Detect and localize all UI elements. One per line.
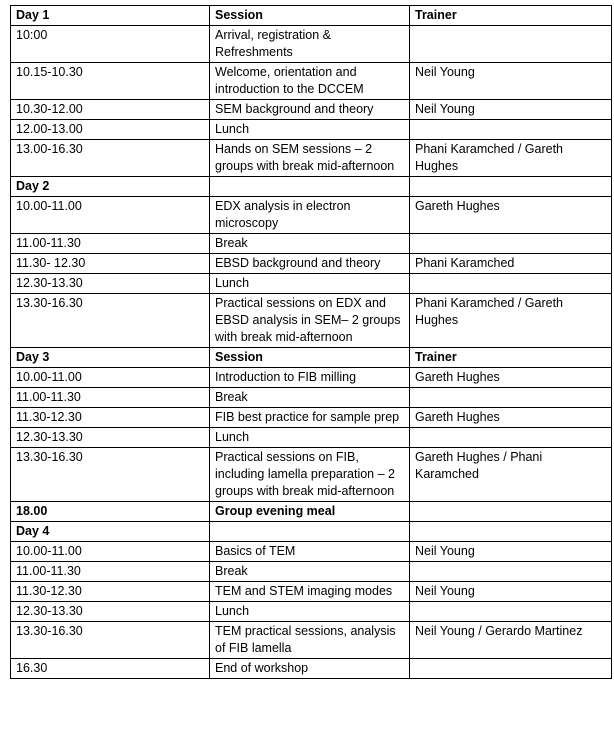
trainer-cell [410,234,612,254]
trainer-cell: Trainer [410,348,612,368]
session-cell: Lunch [210,428,410,448]
table-row [11,542,612,562]
trainer-cell: Gareth Hughes [410,197,612,234]
session-cell [210,177,410,197]
trainer-cell: Gareth Hughes / Phani Karamched [410,448,612,502]
table-row [11,522,612,542]
session-cell: Lunch [210,602,410,622]
table-row [11,294,612,348]
time-cell: 13.00-16.30 [11,140,210,177]
table-row [11,274,612,294]
session-cell: TEM and STEM imaging modes [210,582,410,602]
trainer-cell [410,26,612,63]
table-row [11,197,612,234]
session-cell: FIB best practice for sample prep [210,408,410,428]
table-row [11,502,612,522]
time-cell: 10.00-11.00 [11,368,210,388]
time-cell: Day 4 [11,522,210,542]
session-cell: Hands on SEM sessions – 2 groups with break mid-afternoon [210,140,410,177]
session-cell [210,522,410,542]
session-cell: Welcome, orientation and introduction to the DCCEM [210,63,410,100]
table-row [11,408,612,428]
session-cell: Arrival, registration & Refreshments [210,26,410,63]
trainer-cell [410,502,612,522]
session-cell: SEM background and theory [210,100,410,120]
time-cell: Day 3 [11,348,210,368]
table-row [11,254,612,274]
trainer-cell: Trainer [410,6,612,26]
session-cell: Break [210,234,410,254]
table-row [11,388,612,408]
table-row [11,26,612,63]
session-cell: End of workshop [210,659,410,679]
trainer-cell [410,562,612,582]
trainer-cell: Neil Young [410,63,612,100]
trainer-cell: Gareth Hughes [410,368,612,388]
session-cell: TEM practical sessions, analysis of FIB lamella [210,622,410,659]
session-cell: Break [210,562,410,582]
session-cell: Practical sessions on FIB, including lamella preparation – 2 groups with break mid-afternoon [210,448,410,502]
time-cell: 12.30-13.30 [11,274,210,294]
time-cell: 13.30-16.30 [11,294,210,348]
table-row [11,562,612,582]
table-row [11,177,612,197]
time-cell: Day 1 [11,6,210,26]
time-cell: 12.00-13.00 [11,120,210,140]
table-row [11,582,612,602]
time-cell: 12.30-13.30 [11,602,210,622]
time-cell: 11.00-11.30 [11,388,210,408]
time-cell: 13.30-16.30 [11,622,210,659]
time-cell: 11.30-12.30 [11,582,210,602]
time-cell: 10.00-11.00 [11,542,210,562]
table-row [11,348,612,368]
session-cell: Session [210,6,410,26]
session-cell: Break [210,388,410,408]
time-cell: 10.15-10.30 [11,63,210,100]
session-cell: Session [210,348,410,368]
trainer-cell: Neil Young [410,100,612,120]
time-cell: 18.00 [11,502,210,522]
trainer-cell [410,522,612,542]
table-row [11,602,612,622]
time-cell: 10.30-12.00 [11,100,210,120]
trainer-cell [410,120,612,140]
table-row [11,6,612,26]
table-row [11,448,612,502]
session-cell: Basics of TEM [210,542,410,562]
table-row [11,368,612,388]
time-cell: 16.30 [11,659,210,679]
session-cell: EDX analysis in electron microscopy [210,197,410,234]
session-cell: Group evening meal [210,502,410,522]
session-cell: EBSD background and theory [210,254,410,274]
trainer-cell: Neil Young [410,542,612,562]
session-cell: Lunch [210,274,410,294]
trainer-cell: Gareth Hughes [410,408,612,428]
time-cell: 13.30-16.30 [11,448,210,502]
time-cell: Day 2 [11,177,210,197]
trainer-cell: Phani Karamched / Gareth Hughes [410,140,612,177]
session-cell: Lunch [210,120,410,140]
table-row [11,63,612,100]
trainer-cell: Phani Karamched / Gareth Hughes [410,294,612,348]
workshop-schedule-table [10,5,612,679]
time-cell: 12.30-13.30 [11,428,210,448]
trainer-cell [410,388,612,408]
trainer-cell: Phani Karamched [410,254,612,274]
time-cell: 11.00-11.30 [11,234,210,254]
table-row [11,100,612,120]
time-cell: 11.00-11.30 [11,562,210,582]
time-cell: 10:00 [11,26,210,63]
time-cell: 11.30-12.30 [11,408,210,428]
trainer-cell [410,274,612,294]
trainer-cell [410,428,612,448]
table-row [11,622,612,659]
table-row [11,140,612,177]
trainer-cell [410,177,612,197]
time-cell: 11.30- 12.30 [11,254,210,274]
trainer-cell [410,602,612,622]
table-row [11,120,612,140]
session-cell: Introduction to FIB milling [210,368,410,388]
table-row [11,659,612,679]
table-row [11,234,612,254]
table-row [11,428,612,448]
schedule-body [11,6,612,679]
trainer-cell: Neil Young / Gerardo Martinez [410,622,612,659]
trainer-cell: Neil Young [410,582,612,602]
time-cell: 10.00-11.00 [11,197,210,234]
trainer-cell [410,659,612,679]
session-cell: Practical sessions on EDX and EBSD analysis in SEM– 2 groups with break mid-afternoon [210,294,410,348]
